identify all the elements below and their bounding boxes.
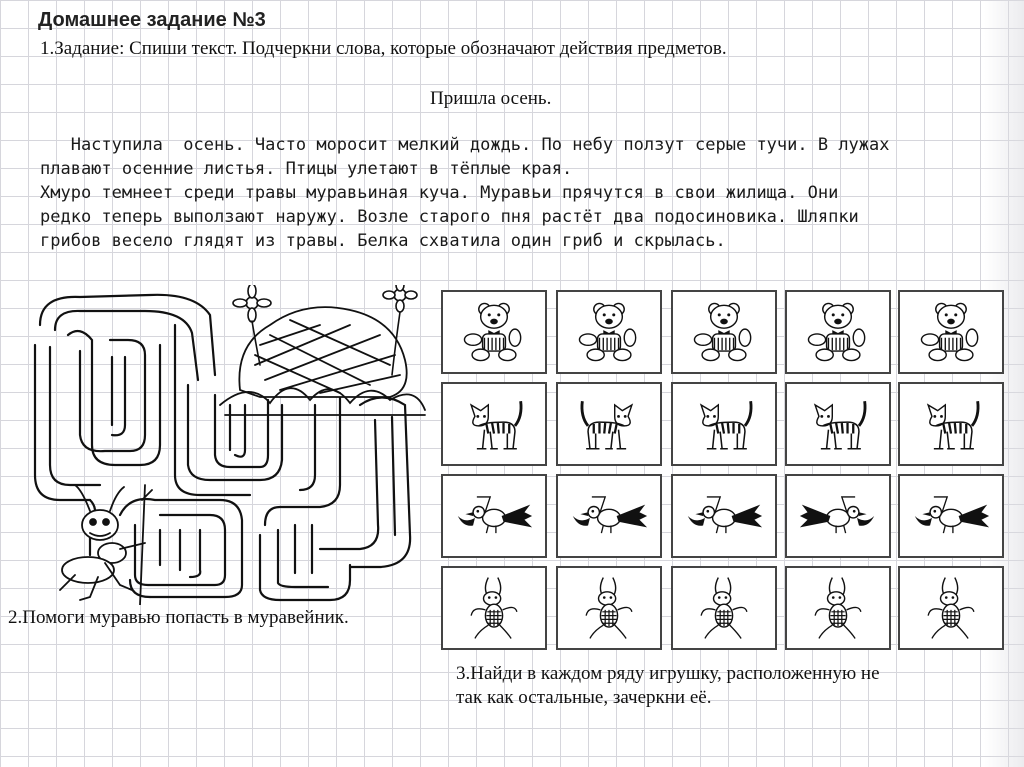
task-2-text: 2.Помоги муравью попасть в муравейник. xyxy=(8,607,349,628)
bunny-icon xyxy=(900,568,1002,648)
toy-cell[interactable] xyxy=(671,290,777,374)
bear-icon xyxy=(900,292,1002,372)
page-title: Домашнее задание №3 xyxy=(38,9,266,31)
toy-cell[interactable] xyxy=(785,474,891,558)
cat-icon xyxy=(673,384,775,464)
task-3-text xyxy=(456,662,880,710)
bear-icon xyxy=(673,292,775,372)
toy-cell[interactable] xyxy=(441,290,547,374)
toy-cell[interactable] xyxy=(785,382,891,466)
toy-orientation-grid xyxy=(441,290,1008,650)
toy-cell[interactable] xyxy=(441,474,547,558)
cat-icon xyxy=(558,384,660,464)
bird-icon xyxy=(900,476,1002,556)
toy-cell[interactable] xyxy=(441,566,547,650)
story-line: Наступила осень. Часто моросит мелкий дождь. По небу ползут серые тучи. В лужах xyxy=(40,135,890,155)
ant-maze-illustration xyxy=(20,285,440,605)
task-3-line: так как остальные, зачеркни её. xyxy=(456,687,712,708)
toy-cell[interactable] xyxy=(898,566,1004,650)
toy-cell[interactable] xyxy=(671,566,777,650)
toy-cell[interactable] xyxy=(671,474,777,558)
bird-icon xyxy=(443,476,545,556)
story-title: Пришла осень. xyxy=(430,88,552,109)
toy-cell[interactable] xyxy=(671,382,777,466)
story-line: плавают осенние листья. Птицы улетают в тёплые края. xyxy=(40,159,573,179)
toy-cell[interactable] xyxy=(898,382,1004,466)
toy-cell[interactable] xyxy=(441,382,547,466)
bear-icon xyxy=(443,292,545,372)
bunny-icon xyxy=(673,568,775,648)
toy-cell[interactable] xyxy=(785,566,891,650)
cat-icon xyxy=(443,384,545,464)
bunny-icon xyxy=(787,568,889,648)
bunny-icon xyxy=(443,568,545,648)
task-1-text: 1.Задание: Спиши текст. Подчеркни слова, которые обозначают действия предметов. xyxy=(40,38,727,59)
bird-icon xyxy=(787,476,889,556)
bear-icon xyxy=(558,292,660,372)
toy-cell[interactable] xyxy=(556,474,662,558)
story-line: грибов весело глядят из травы. Белка схватила один гриб и скрылась. xyxy=(40,231,726,251)
cat-icon xyxy=(900,384,1002,464)
toy-cell[interactable] xyxy=(785,290,891,374)
bunny-icon xyxy=(558,568,660,648)
story-line: редко теперь выползают наружу. Возле старого пня растёт два подосиновика. Шляпки xyxy=(40,207,859,227)
toy-cell[interactable] xyxy=(556,382,662,466)
bear-icon xyxy=(787,292,889,372)
bird-icon xyxy=(673,476,775,556)
bird-icon xyxy=(558,476,660,556)
toy-cell[interactable] xyxy=(556,566,662,650)
toy-cell[interactable] xyxy=(898,474,1004,558)
ant-icon xyxy=(60,485,152,605)
toy-cell[interactable] xyxy=(898,290,1004,374)
story-line: Хмуро темнеет среди травы муравьиная куча. Муравьи прячутся в свои жилища. Они xyxy=(40,183,839,203)
toy-cell[interactable] xyxy=(556,290,662,374)
task-3-line: 3.Найди в каждом ряду игрушку, расположенную не xyxy=(456,663,880,684)
cat-icon xyxy=(787,384,889,464)
